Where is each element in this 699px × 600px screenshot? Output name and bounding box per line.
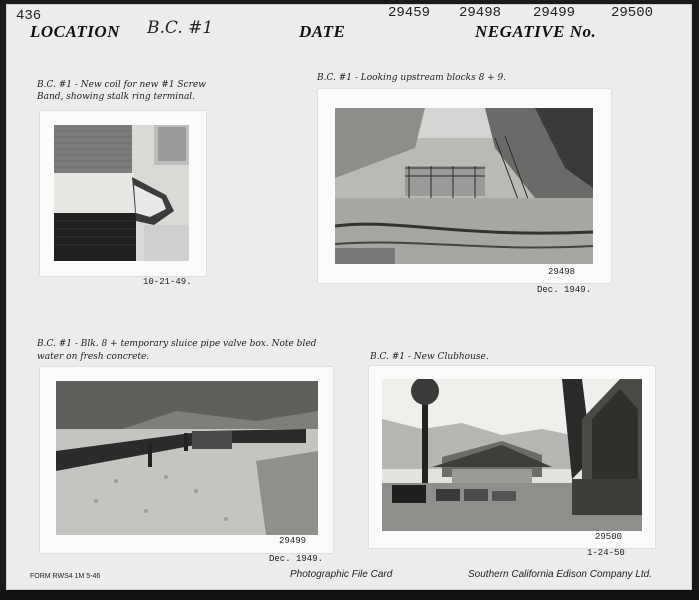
photo-4-image [382,379,642,531]
photo-4-date: 1-24-50 [587,548,625,558]
photo-1-image [54,125,189,261]
card-number: 436 [16,8,42,24]
negative-number-2: 29498 [459,5,502,21]
negative-number-1: 29459 [388,5,431,21]
photo-1-mount [40,111,206,276]
location-label: LOCATION [30,22,120,41]
card-type: Photographic File Card [290,569,393,580]
negative-number-3: 29499 [533,5,576,21]
scan-border-bottom [0,590,699,600]
photographic-file-card [6,4,692,590]
negative-label: NEGATIVE No. [475,22,597,41]
form-code: FORM RWS4 1M 5-46 [30,573,101,580]
photo-1-caption: B.C. #1 - New coil for new #1 Screw Band, showing stalk ring terminal. [37,80,206,102]
photo-3-mount [40,367,333,553]
photo-4-caption: B.C. #1 - New Clubhouse. [370,352,489,362]
date-label: DATE [299,22,346,41]
photo-2-negative: 29498 [548,267,576,277]
photo-2-mount [318,89,611,283]
photo-3-image [56,381,318,535]
company-name: Southern California Edison Company Ltd. [468,569,652,580]
photo-3-date: Dec. 1949. [269,554,324,564]
photo-3-caption: B.C. #1 - Blk. 8 + temporary sluice pipe valve box. Note bled water on fresh concrete. [37,339,317,362]
location-value: B.C. #1 [147,18,214,38]
photo-2-image [335,108,593,264]
photo-2-caption: B.C. #1 - Looking upstream blocks 8 + 9. [317,73,507,83]
photo-4-mount [369,366,655,548]
photo-2-date: Dec. 1949. [537,285,592,295]
photo-1-date: 10-21-49. [143,277,192,287]
photo-3-negative: 29499 [279,536,307,546]
photo-4-negative: 29500 [595,532,623,542]
negative-number-4: 29500 [611,5,654,21]
